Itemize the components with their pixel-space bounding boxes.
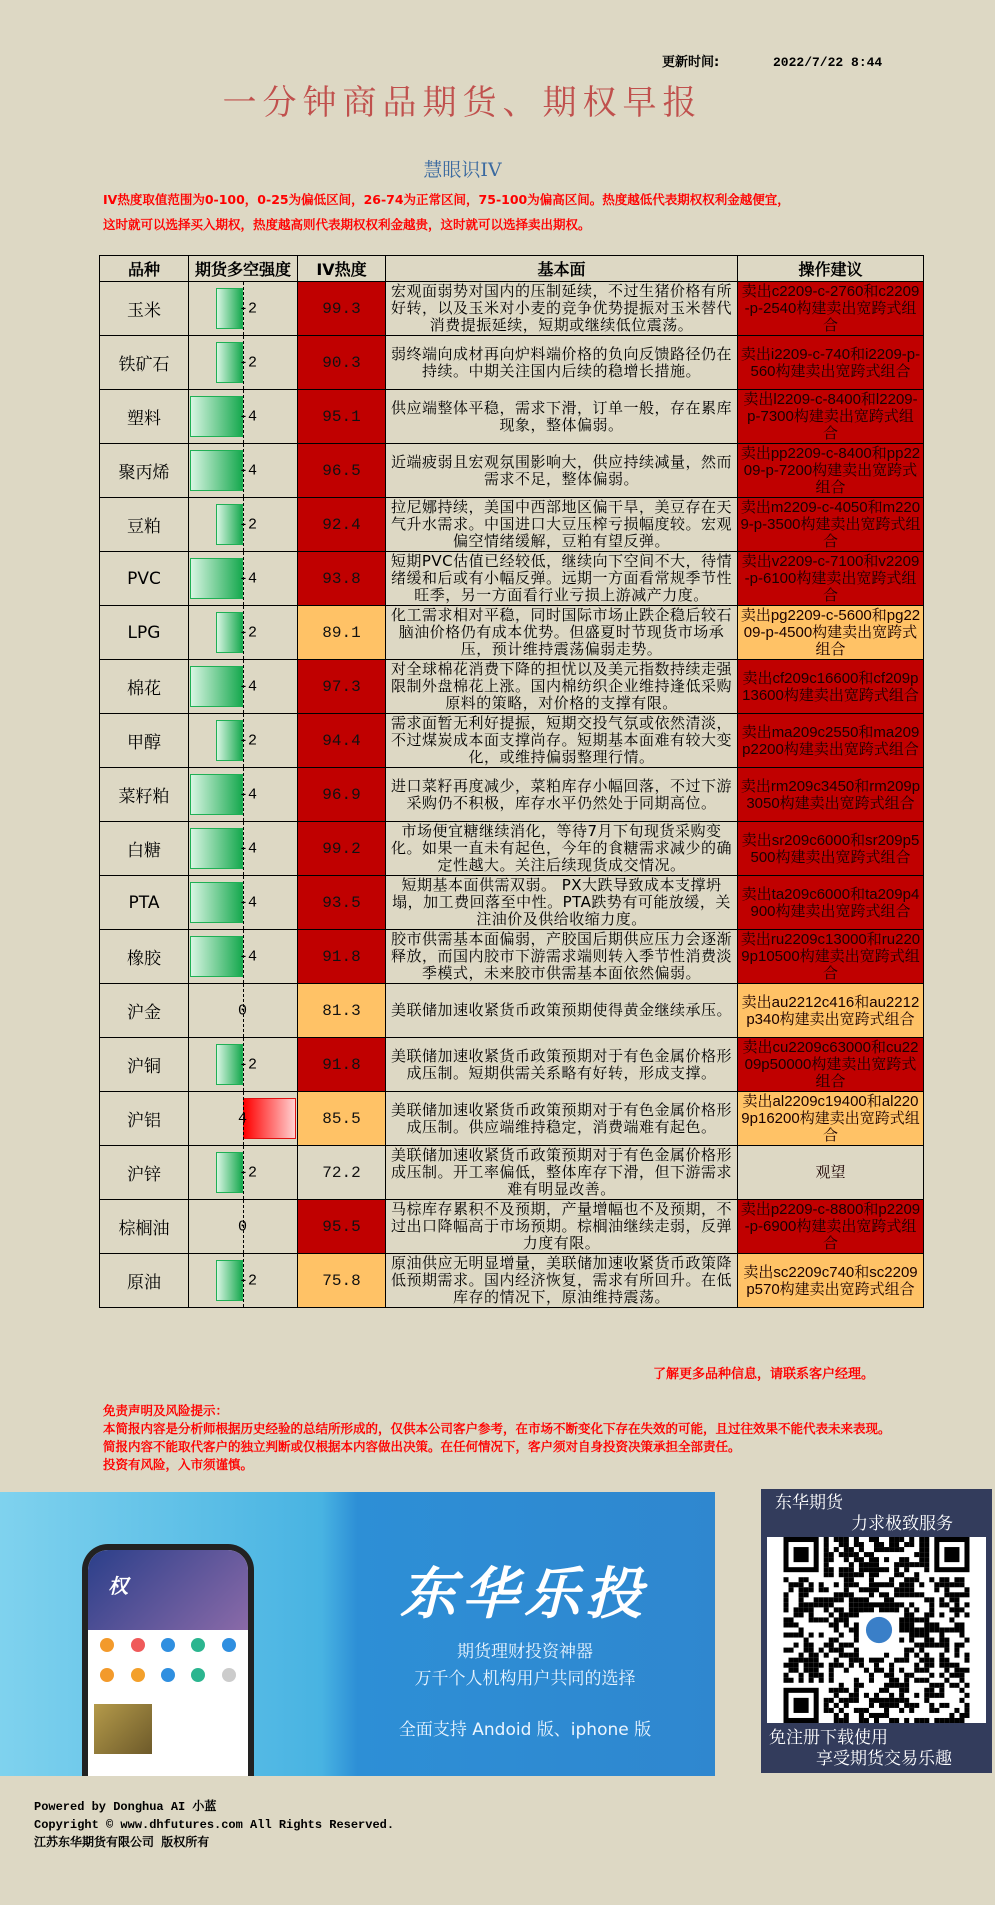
commodity-name: 玉米 (100, 282, 189, 336)
qr-footer: 免注册下载使用 (769, 1728, 888, 1748)
strength-value: -2 (239, 354, 258, 371)
strength-value: -2 (239, 1056, 258, 1073)
iv-value: 81.3 (298, 984, 386, 1038)
commodity-name: 甲醇 (100, 714, 189, 768)
strength-value: -4 (239, 462, 258, 479)
fundamentals: 马棕库存累积不及预期，产量增幅也不及预期，不过出口降幅高于市场预期。棕榈油继续走弱，反弹力度有限。 (386, 1200, 738, 1254)
commodity-name: 棉花 (100, 660, 189, 714)
iv-value: 95.1 (298, 390, 386, 444)
strength-value: -4 (239, 840, 258, 857)
commodity-name: 聚丙烯 (100, 444, 189, 498)
page-title: 一分钟商品期货、期权早报 (222, 83, 703, 123)
fundamentals: 化工需求相对平稳，同时国际市场止跌企稳后较石脑油价格仍有成本优势。但盛夏时节现货市场承压，预计维持震荡偏弱走势。 (386, 606, 738, 660)
fundamentals: 短期PVC估值已经较低，继续向下空间不大，待情绪缓和后或有小幅反弹。远期一方面看常规季节性旺季，另一方面看行业亏损上游减产力度。 (386, 552, 738, 606)
qr-heading: 力求极致服务 (851, 1514, 953, 1534)
advice: 卖出ma209c2550和ma209p2200构建卖出宽跨式组合 (738, 714, 924, 768)
qr-panel (761, 1489, 992, 1773)
advice: 卖出sc2209c740和sc2209p570构建卖出宽跨式组合 (738, 1254, 924, 1308)
banner-line: 万千个人机构用户共同的选择 (414, 1669, 636, 1689)
strength-value: -4 (239, 570, 258, 587)
advice: 卖出au2212c416和au2212p340构建卖出宽跨式组合 (738, 984, 924, 1038)
strength-value: -2 (239, 624, 258, 641)
iv-value: 92.4 (298, 498, 386, 552)
strength-value: 4 (238, 1110, 248, 1127)
iv-value: 75.8 (298, 1254, 386, 1308)
qr-code[interactable] (767, 1537, 986, 1723)
iv-value: 95.5 (298, 1200, 386, 1254)
advice: 卖出m2209-c-4050和m2209-p-3500构建卖出宽跨式组合 (738, 498, 924, 552)
brand-logo-text: 东华乐投 (400, 1562, 648, 1627)
commodity-name: LPG (100, 606, 189, 660)
advice: 卖出pg2209-c-5600和pg2209-p-4500构建卖出宽跨式组合 (738, 606, 924, 660)
phone-mockup (82, 1544, 254, 1776)
strength-value: -2 (239, 732, 258, 749)
fundamentals: 进口菜籽再度减少，菜粕库存小幅回落，不过下游采购仍不积极，库存水平仍然处于同期高位。 (386, 768, 738, 822)
commodity-name: 橡胶 (100, 930, 189, 984)
qr-footer: 享受期货交易乐趣 (816, 1749, 952, 1769)
fundamentals: 原油供应无明显增量，美联储加速收紧货币政策降低预期需求。国内经济恢复，需求有所回升。在低库存的情况下，原油维持震荡。 (386, 1254, 738, 1308)
fundamentals: 供应端整体平稳，需求下滑，订单一般，存在累库现象，整体偏弱。 (386, 390, 738, 444)
fundamentals: 胶市供需基本面偏弱，产胶国后期供应压力会逐渐释放，而国内胶市下游需求端则转入季节性消费淡季模式，未来胶市供需基本面依然偏弱。 (386, 930, 738, 984)
contact-note: 了解更多品种信息，请联系客户经理。 (653, 1367, 875, 1382)
strength-value: -4 (239, 786, 258, 803)
iv-value: 97.3 (298, 660, 386, 714)
fundamentals: 弱终端向成材再向炉料端价格的负向反馈路径仍在持续。中期关注国内后续的稳增长措施。 (386, 336, 738, 390)
disclaimer-title: 免责声明及风险提示： (103, 1403, 229, 1418)
fundamentals: 对全球棉花消费下降的担忧以及美元指数持续走强限制外盘棉花上涨。国内棉纺织企业维持逢低采购原料的策略，对价格的支撑有限。 (386, 660, 738, 714)
qr-heading: 东华期货 (775, 1493, 843, 1513)
header-basis: 基本面 (386, 256, 738, 282)
strength-value: -4 (239, 894, 258, 911)
advice: 卖出i2209-c-740和i2209-p-560构建卖出宽跨式组合 (738, 336, 924, 390)
advice: 卖出v2209-c-7100和v2209-p-6100构建卖出宽跨式组合 (738, 552, 924, 606)
iv-note: IV热度取值范围为0-100，0-25为偏低区间，26-74为正常区间，75-100为偏高区间。热度越低代表期权权利金越便宜， (103, 192, 790, 207)
fundamentals: 拉尼娜持续，美国中西部地区偏干旱，美豆存在天气升水需求。中国进口大豆压榨亏损幅度较。宏观偏空情绪缓解，豆粕有望反弹。 (386, 498, 738, 552)
advice: 卖出rm209c3450和rm209p3050构建卖出宽跨式组合 (738, 768, 924, 822)
fundamentals: 宏观面弱势对国内的压制延续，不过生猪价格有所好转，以及玉米对小麦的竞争优势提振对玉米替代消费提振延续，短期或继续低位震荡。 (386, 282, 738, 336)
advice: 卖出sr209c6000和sr209p5500构建卖出宽跨式组合 (738, 822, 924, 876)
advice: 卖出al2209c19400和al2209p16200构建卖出宽跨式组合 (738, 1092, 924, 1146)
fundamentals: 需求面暂无利好提振，短期交投气氛或依然清淡，不过煤炭成本面支撑尚存。短期基本面难有较大变化，或维持偏弱整理行情。 (386, 714, 738, 768)
header-name: 品种 (100, 256, 189, 282)
phone-app-icons (88, 1630, 248, 1660)
banner-line: 全面支持 Andoid 版、iphone 版 (398, 1720, 652, 1740)
iv-value: 91.8 (298, 930, 386, 984)
fundamentals: 美联储加速收紧货币政策预期对于有色金属价格形成压制。开工率偏低，整体库存下滑，但下游需求难有明显改善。 (386, 1146, 738, 1200)
strength-value: -2 (239, 1272, 258, 1289)
commodity-name: 沪锌 (100, 1146, 189, 1200)
banner-line: 期货理财投资神器 (457, 1642, 593, 1662)
advice: 卖出ru2209c13000和ru2209p10500构建卖出宽跨式组合 (738, 930, 924, 984)
update-time: 2022/7/22 8:44 (773, 55, 883, 70)
fundamentals: 近端疲弱且宏观氛围影响大，供应持续减量，然而需求不足，整体偏弱。 (386, 444, 738, 498)
iv-value: 94.4 (298, 714, 386, 768)
advice: 观望 (738, 1146, 924, 1200)
header-strength: 期货多空强度 (189, 256, 298, 282)
commodity-name: 铁矿石 (100, 336, 189, 390)
commodity-name: PVC (100, 552, 189, 606)
commodity-name: 塑料 (100, 390, 189, 444)
iv-value: 85.5 (298, 1092, 386, 1146)
iv-value: 72.2 (298, 1146, 386, 1200)
iv-value: 99.2 (298, 822, 386, 876)
commodity-name: PTA (100, 876, 189, 930)
commodity-name: 沪铜 (100, 1038, 189, 1092)
header-iv: IV热度 (298, 256, 386, 282)
strength-value: -2 (239, 300, 258, 317)
strength-value: -2 (239, 1164, 258, 1181)
advice: 卖出ta209c6000和ta209p4900构建卖出宽跨式组合 (738, 876, 924, 930)
advice: 卖出p2209-c-8800和p2209-p-6900构建卖出宽跨式组合 (738, 1200, 924, 1254)
advice: 卖出c2209-c-2760和c2209-p-2540构建卖出宽跨式组合 (738, 282, 924, 336)
iv-value: 93.8 (298, 552, 386, 606)
commodity-name: 沪金 (100, 984, 189, 1038)
iv-value: 89.1 (298, 606, 386, 660)
copyright: Copyright © www.dhfutures.com All Rights Reserved. (34, 1818, 395, 1832)
strength-value: -2 (239, 516, 258, 533)
iv-value: 96.9 (298, 768, 386, 822)
advice: 卖出l2209-c-8400和l2209-p-7300构建卖出宽跨式组合 (738, 390, 924, 444)
fundamentals: 美联储加速收紧货币政策预期对于有色金属价格形成压制。短期供需关系略有好转，形成支撑。 (386, 1038, 738, 1092)
phone-app-icons (88, 1660, 248, 1690)
commodity-name: 沪铝 (100, 1092, 189, 1146)
strength-value: 0 (238, 1218, 248, 1235)
commodity-name: 棕榈油 (100, 1200, 189, 1254)
disclaimer-line: 本简报内容是分析师根据历史经验的总结所形成的，仅供本公司客户参考，在市场不断变化下存在失效的可能，且过往效果不能代表未来表现。 (103, 1421, 891, 1436)
commodity-name: 菜籽粕 (100, 768, 189, 822)
commodity-name: 白糖 (100, 822, 189, 876)
iv-value: 96.5 (298, 444, 386, 498)
company-rights: 江苏东华期货有限公司 版权所有 (34, 1836, 210, 1850)
iv-value: 90.3 (298, 336, 386, 390)
page-subtitle: 慧眼识IV (423, 159, 502, 181)
powered-by: Powered by Donghua AI 小蓝 (34, 1800, 217, 1814)
disclaimer-line: 简报内容不能取代客户的独立判断或仅根据本内容做出决策。在任何情况下，客户须对自身投资决策承担全部责任。 (103, 1439, 741, 1454)
strength-value: -4 (239, 408, 258, 425)
fundamentals: 美联储加速收紧货币政策预期对于有色金属价格形成压制。供应端维持稳定，消费端难有起色。 (386, 1092, 738, 1146)
iv-value: 93.5 (298, 876, 386, 930)
fundamentals: 短期基本面供需双弱。 PX大跌导致成本支撑坍塌，加工费回落至中性。PTA跌势有可能放缓，关注油价及供给收缩力度。 (386, 876, 738, 930)
commodity-name: 豆粕 (100, 498, 189, 552)
advice: 卖出cu2209c63000和cu2209p50000构建卖出宽跨式组合 (738, 1038, 924, 1092)
strength-value: -4 (239, 678, 258, 695)
iv-value: 99.3 (298, 282, 386, 336)
phone-screen-text: 权 (108, 1574, 128, 1598)
commodity-name: 原油 (100, 1254, 189, 1308)
advice: 卖出cf209c16600和cf209p13600构建卖出宽跨式组合 (738, 660, 924, 714)
header-advice: 操作建议 (738, 256, 924, 282)
iv-note: 这时就可以选择买入期权，热度越高则代表期权权利金越贵，这时就可以选择卖出期权。 (103, 217, 591, 232)
app-banner[interactable] (0, 1492, 715, 1776)
iv-value: 91.8 (298, 1038, 386, 1092)
strength-value: 0 (238, 1002, 248, 1019)
update-time-label: 更新时间: (662, 55, 720, 70)
phone-promo-image (94, 1704, 152, 1754)
strength-value: -4 (239, 948, 258, 965)
fundamentals: 美联储加速收紧货币政策预期使得黄金继续承压。 (386, 984, 738, 1038)
fundamentals: 市场便宜糖继续消化，等待7月下旬现货采购变化。如果一直未有起色，今年的食糖需求减少的确定性越大。关注后续现货成交情况。 (386, 822, 738, 876)
advice: 卖出pp2209-c-8400和pp2209-p-7200构建卖出宽跨式组合 (738, 444, 924, 498)
disclaimer-line: 投资有风险，入市须谨慎。 (103, 1457, 254, 1472)
